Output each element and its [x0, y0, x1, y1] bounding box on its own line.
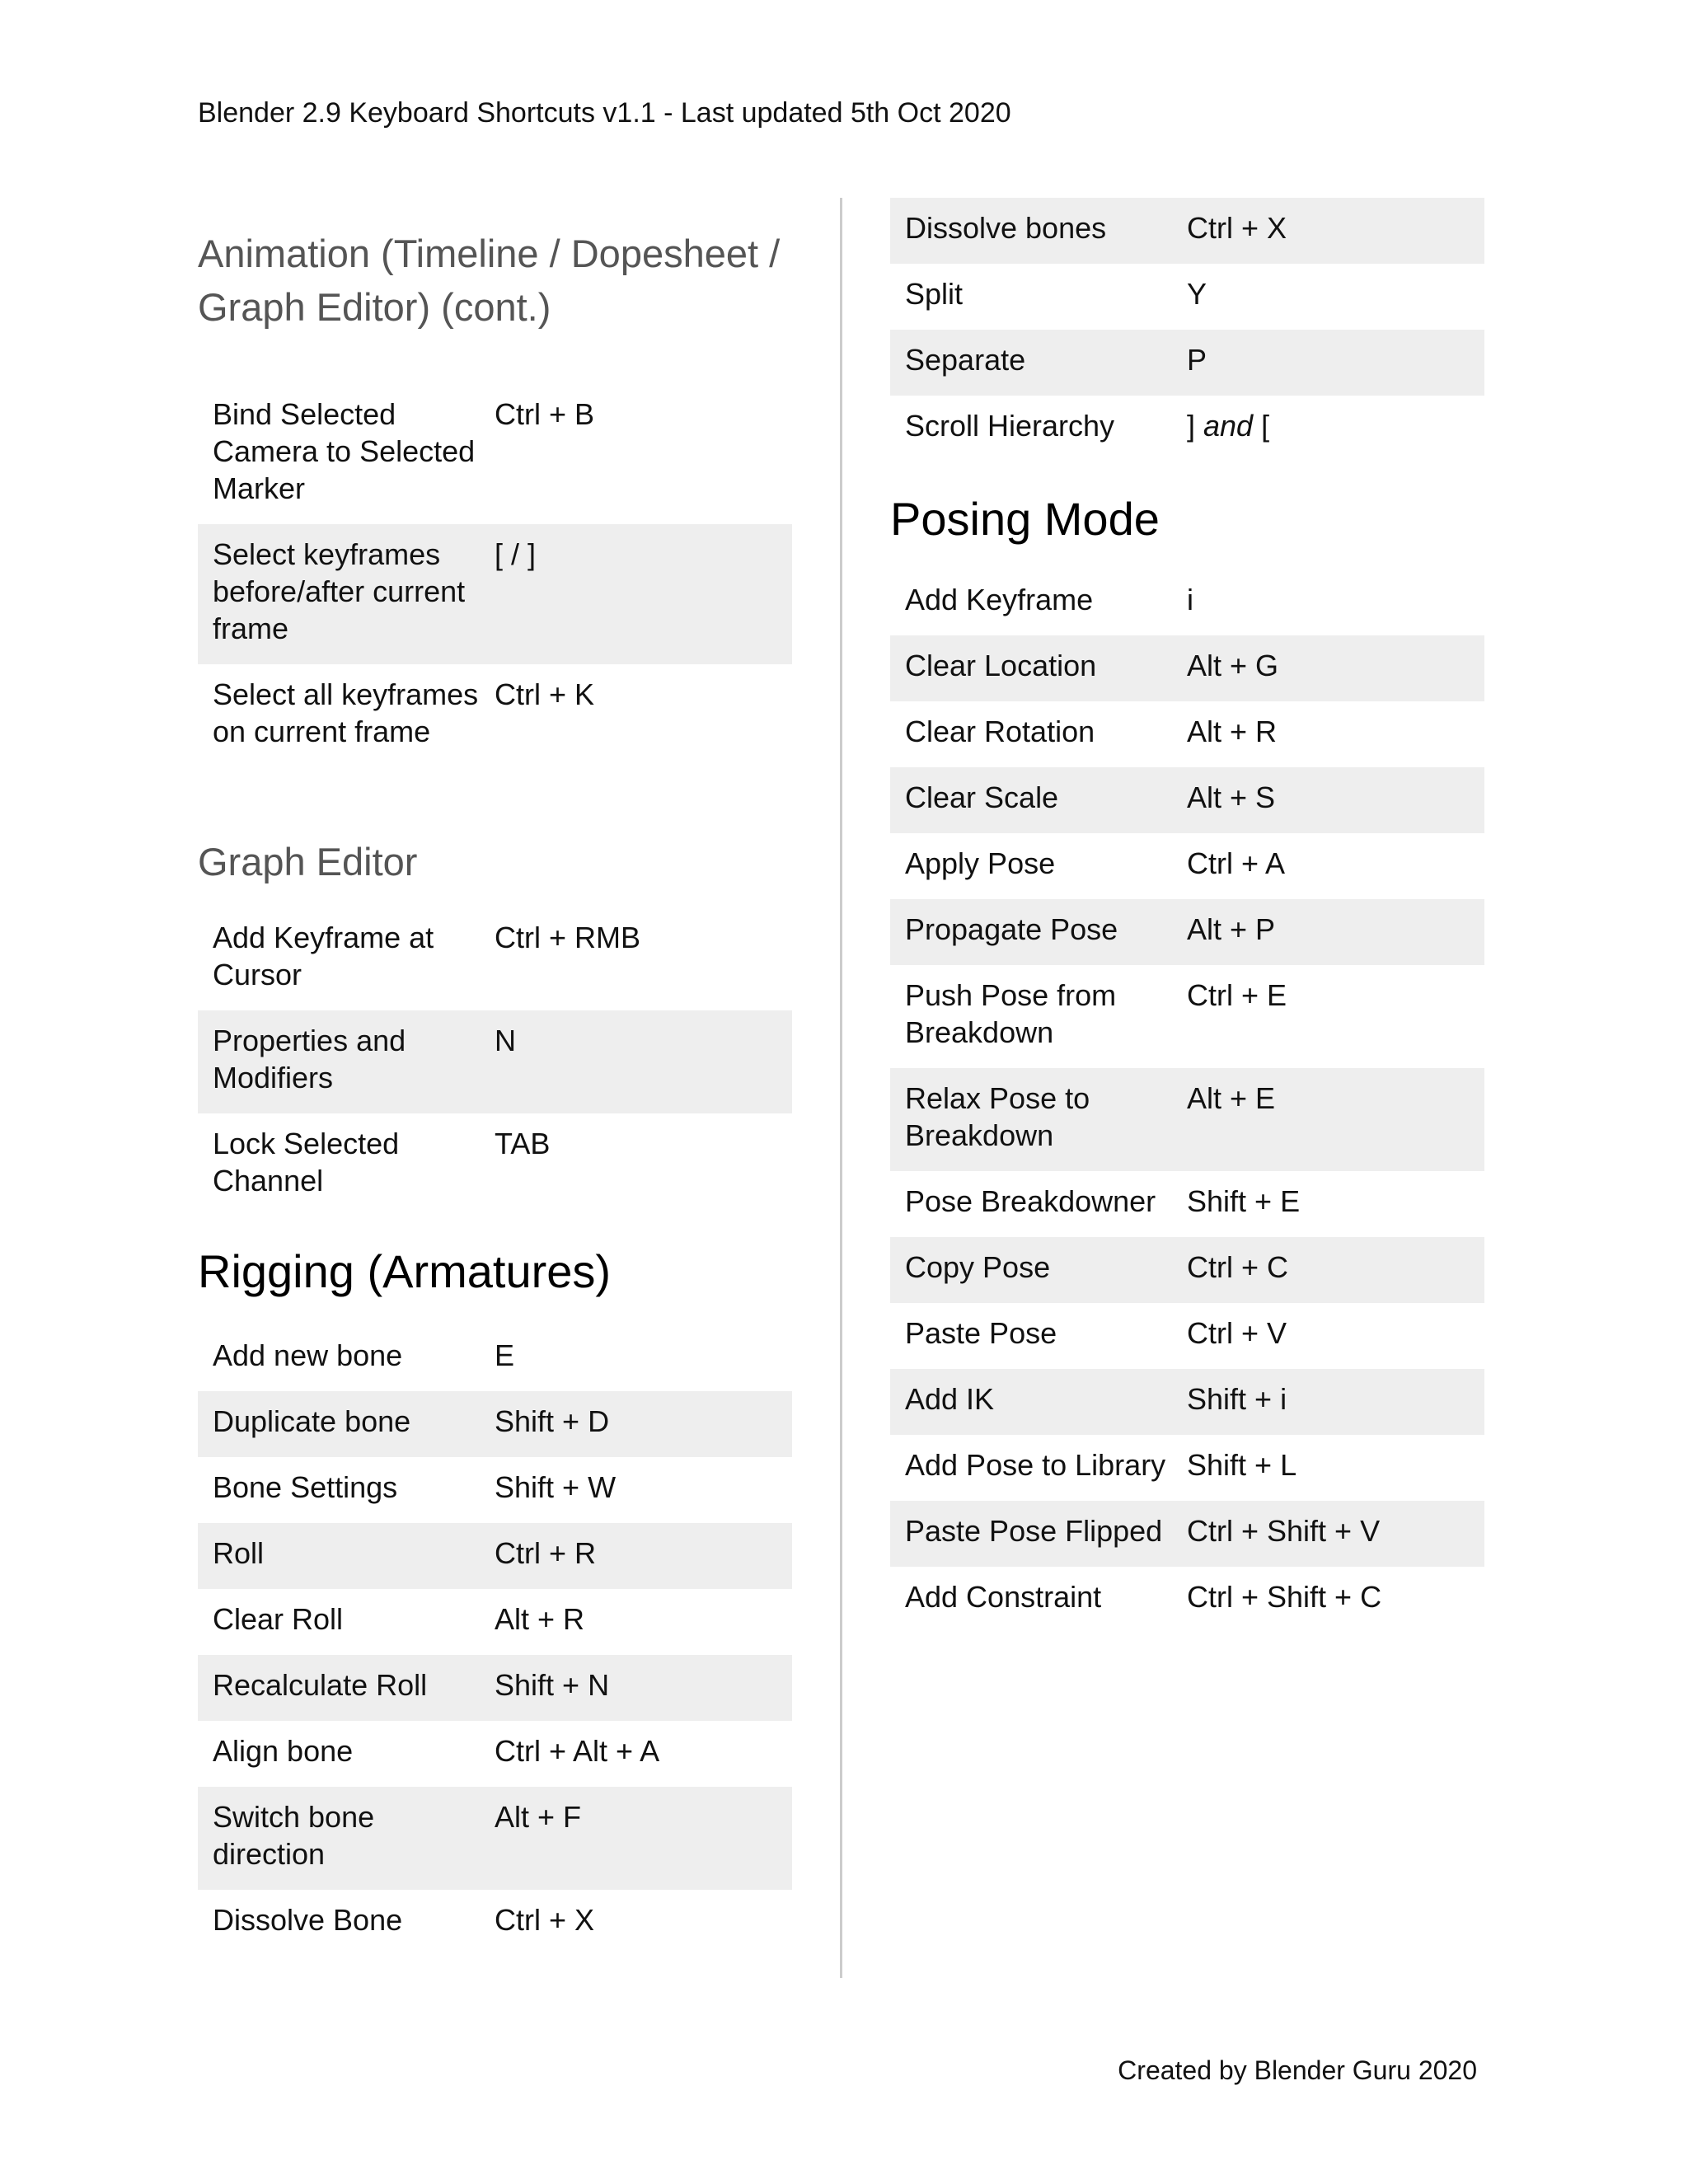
- shortcut-key: Ctrl + A: [1187, 846, 1286, 880]
- section-posing: [890, 490, 1484, 548]
- shortcut-action: Add Pose to Library: [905, 1448, 1166, 1482]
- shortcut-action: Select keyframes before/after current frame: [213, 537, 466, 645]
- table-row: [890, 1435, 1484, 1501]
- shortcut-action: Bind Selected Camera to Selected Marker: [213, 397, 476, 505]
- shortcut-key: [ / ]: [495, 537, 537, 571]
- table-row: [198, 1589, 792, 1655]
- section-title-line2: Graph Editor) (cont.): [198, 285, 551, 329]
- shortcut-key: [1187, 396, 1484, 444]
- shortcut-action: Add new bone: [213, 1338, 403, 1372]
- shortcut-key: Ctrl + C: [1187, 1250, 1289, 1284]
- section-title-rigging: Rigging (Armatures): [198, 1245, 612, 1297]
- shortcut-action: Roll: [213, 1536, 265, 1570]
- shortcut-action: Lock Selected Channel: [213, 1127, 400, 1197]
- shortcut-key: Ctrl + E: [1187, 978, 1287, 1012]
- shortcut-action: Select all keyframes on current frame: [213, 677, 479, 748]
- shortcut-action: Properties and Modifiers: [213, 1024, 406, 1094]
- shortcut-action: Recalculate Roll: [213, 1668, 428, 1702]
- table-row: [890, 1237, 1484, 1303]
- shortcut-key: TAB: [495, 1127, 551, 1160]
- table-row: [198, 1523, 792, 1589]
- shortcut-action: Split: [905, 277, 964, 311]
- table-row: [890, 1501, 1484, 1567]
- table-row: [198, 1721, 792, 1787]
- shortcut-action: Add Keyframe at Cursor: [213, 921, 434, 991]
- table-row: [890, 635, 1484, 701]
- shortcut-key: Ctrl + X: [495, 1903, 595, 1937]
- shortcut-key: Ctrl + X: [1187, 211, 1287, 245]
- shortcut-action: Relax Pose to Breakdown: [905, 1081, 1090, 1152]
- shortcut-action: Add Constraint: [905, 1580, 1102, 1614]
- key-part: [: [1253, 409, 1270, 443]
- section-title-line1: Animation (Timeline / Dopesheet /: [198, 232, 781, 275]
- table-row: [198, 384, 792, 524]
- shortcut-action: Duplicate bone: [213, 1404, 411, 1438]
- shortcut-key: Shift + D: [495, 1404, 610, 1438]
- shortcut-action: Switch bone direction: [213, 1800, 375, 1871]
- key-italic-word: and: [1203, 409, 1254, 443]
- shortcut-key: Y: [1187, 277, 1207, 311]
- shortcut-key: Ctrl + K: [495, 677, 595, 711]
- shortcut-key: Alt + G: [1187, 649, 1279, 682]
- table-row: [198, 1457, 792, 1523]
- table-row: [198, 1655, 792, 1721]
- shortcut-key: Alt + F: [495, 1800, 582, 1834]
- shortcut-key: i: [1187, 583, 1193, 616]
- table-row: [890, 198, 1484, 264]
- table-row: [890, 1567, 1484, 1633]
- table-row: [198, 524, 792, 664]
- table-row: [890, 396, 1484, 462]
- shortcut-action: Bone Settings: [213, 1470, 398, 1504]
- shortcut-action: Separate: [905, 343, 1026, 377]
- table-row: [890, 701, 1484, 767]
- table-row: [198, 907, 792, 1010]
- shortcut-action: Align bone: [213, 1734, 354, 1768]
- key-part: ]: [1187, 409, 1204, 443]
- table-row: [890, 1369, 1484, 1435]
- shortcut-key: Shift + W: [495, 1470, 617, 1504]
- shortcut-key: Alt + R: [1187, 715, 1278, 748]
- rigging-table: [198, 1325, 792, 1956]
- shortcut-key: Ctrl + RMB: [495, 921, 641, 954]
- page-header: Blender 2.9 Keyboard Shortcuts v1.1 - Last updated 5th Oct 2020: [198, 97, 1011, 129]
- shortcut-action: Add Keyframe: [905, 583, 1094, 616]
- table-row: [890, 569, 1484, 635]
- shortcut-key: Ctrl + Shift + C: [1187, 1580, 1382, 1614]
- table-row: [890, 833, 1484, 899]
- rigging-cont-table: [890, 198, 1484, 462]
- table-row: [198, 1890, 792, 1956]
- shortcut-action: Paste Pose Flipped: [905, 1514, 1163, 1548]
- shortcut-action: Clear Scale: [905, 780, 1059, 814]
- shortcut-key: Shift + N: [495, 1668, 610, 1702]
- table-row: [198, 1391, 792, 1457]
- shortcut-action: Clear Location: [905, 649, 1097, 682]
- shortcut-key: Alt + R: [495, 1602, 585, 1636]
- shortcut-key: Alt + S: [1187, 780, 1276, 814]
- table-row: [198, 1787, 792, 1890]
- shortcut-key: E: [495, 1338, 515, 1372]
- table-row: [890, 1068, 1484, 1171]
- table-row: [890, 767, 1484, 833]
- shortcut-key: Shift + i: [1187, 1382, 1287, 1416]
- shortcut-action: Clear Roll: [213, 1602, 344, 1636]
- section-title-posing: Posing Mode: [890, 493, 1160, 545]
- table-row: [198, 1113, 792, 1216]
- section-graph-editor: [198, 835, 792, 888]
- shortcut-action: Add IK: [905, 1382, 995, 1416]
- table-row: [890, 899, 1484, 965]
- table-row: [890, 1171, 1484, 1237]
- animation-cont-table: [198, 384, 792, 804]
- table-row: [890, 1303, 1484, 1369]
- shortcut-action: Apply Pose: [905, 846, 1056, 880]
- section-rigging: [198, 1243, 792, 1301]
- shortcut-action: Clear Rotation: [905, 715, 1095, 748]
- shortcut-action: Push Pose from Breakdown: [905, 978, 1117, 1049]
- shortcut-key: Shift + L: [1187, 1448, 1297, 1482]
- section-title-graph-editor: Graph Editor: [198, 840, 418, 883]
- page-footer: Created by Blender Guru 2020: [1118, 2055, 1477, 2085]
- shortcut-key: Ctrl + B: [495, 397, 595, 431]
- shortcut-key: Ctrl + R: [495, 1536, 597, 1570]
- posing-table: [890, 569, 1484, 1633]
- section-title-animation-cont: [198, 227, 792, 334]
- table-row: [198, 1325, 792, 1391]
- graph-editor-table: [198, 907, 792, 1216]
- shortcut-action: Propagate Pose: [905, 912, 1118, 946]
- table-row: [890, 330, 1484, 396]
- shortcut-action: Paste Pose: [905, 1316, 1057, 1350]
- table-row: [198, 664, 792, 804]
- shortcut-key: P: [1187, 343, 1207, 377]
- shortcut-action: Pose Breakdowner: [905, 1184, 1156, 1218]
- section-animation-cont: [198, 227, 792, 334]
- shortcut-key: Ctrl + V: [1187, 1316, 1287, 1350]
- table-row: [890, 264, 1484, 330]
- column-divider: [840, 198, 842, 1978]
- shortcut-action: Dissolve bones: [905, 211, 1107, 245]
- shortcut-key: Alt + P: [1187, 912, 1276, 946]
- shortcut-key: Ctrl + Shift + V: [1187, 1514, 1381, 1548]
- shortcut-action: Scroll Hierarchy: [905, 409, 1115, 443]
- shortcut-key: N: [495, 1024, 516, 1057]
- shortcut-action: Copy Pose: [905, 1250, 1051, 1284]
- shortcut-key: Shift + E: [1187, 1184, 1301, 1218]
- shortcut-action: Dissolve Bone: [213, 1903, 403, 1937]
- table-row: [890, 965, 1484, 1068]
- shortcut-key: Alt + E: [1187, 1081, 1276, 1115]
- table-row: [198, 1010, 792, 1113]
- shortcut-key: Ctrl + Alt + A: [495, 1734, 660, 1768]
